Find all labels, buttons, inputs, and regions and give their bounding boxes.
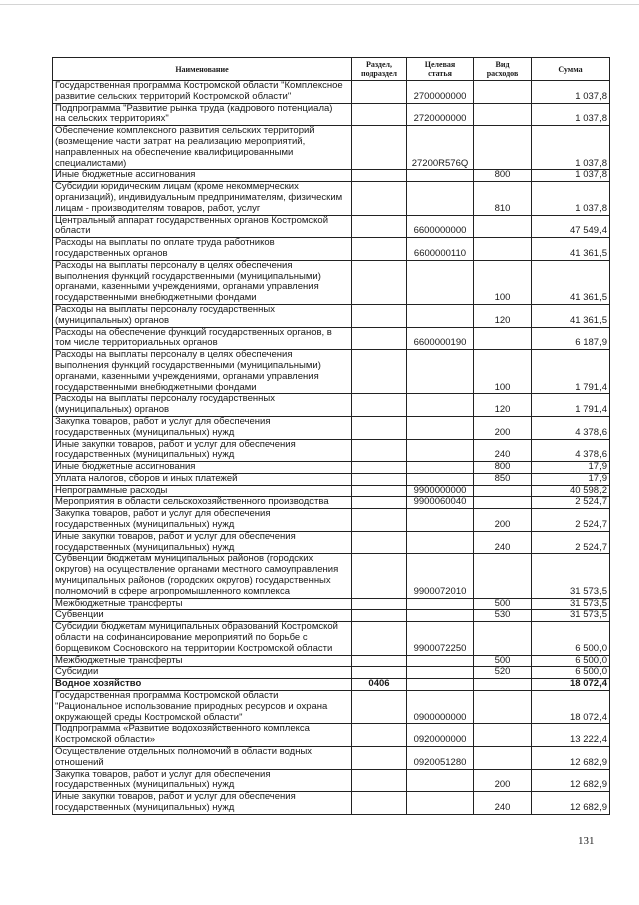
table-row — [53, 747, 610, 770]
cell-sum: 4 378,6 — [532, 416, 610, 439]
cell-name: Иные закупки товаров, работ и услуг для обеспечения государственных (муниципальных) нужд — [53, 792, 352, 815]
cell-sum: 13 222,4 — [532, 724, 610, 747]
table-row — [53, 260, 610, 304]
cell-type: 800 — [474, 462, 532, 474]
cell-sum: 6 500,0 — [532, 655, 610, 667]
cell-target: 27200R576Q — [407, 126, 474, 170]
cell-type — [474, 747, 532, 770]
table-row — [53, 327, 610, 350]
table-row — [53, 724, 610, 747]
table-row — [53, 554, 610, 598]
cell-section — [352, 416, 407, 439]
cell-target — [407, 350, 474, 394]
cell-section — [352, 598, 407, 610]
cell-section — [352, 304, 407, 327]
cell-sum: 17,9 — [532, 473, 610, 485]
cell-section — [352, 509, 407, 532]
table-row — [53, 170, 610, 182]
cell-type: 850 — [474, 473, 532, 485]
cell-type — [474, 81, 532, 104]
cell-section — [352, 531, 407, 554]
cell-target — [407, 416, 474, 439]
cell-name: Субвенции бюджетам муниципальных районов (городских округов) на осуществление органами местного самоуправления муниципальных районов (городских округов) государственных полномочий в сфере агропромышленного комплекса — [53, 554, 352, 598]
cell-sum: 6 187,9 — [532, 327, 610, 350]
cell-target: 2700000000 — [407, 81, 474, 104]
cell-name: Субсидии — [53, 667, 352, 679]
cell-sum: 47 549,4 — [532, 215, 610, 238]
table-row — [53, 655, 610, 667]
cell-type: 120 — [474, 304, 532, 327]
header-type: Вид расходов — [474, 58, 532, 81]
table-row — [53, 497, 610, 509]
cell-target — [407, 439, 474, 462]
page-number: 131 — [578, 835, 595, 847]
cell-sum: 18 072,4 — [532, 691, 610, 724]
table-row — [53, 531, 610, 554]
cell-sum: 18 072,4 — [532, 679, 610, 691]
cell-type — [474, 126, 532, 170]
cell-name: Уплата налогов, сборов и иных платежей — [53, 473, 352, 485]
cell-type: 100 — [474, 350, 532, 394]
cell-name: Субсидии бюджетам муниципальных образований Костромской области на софинансирование мероприятий по борьбе с борщевиком Сосновского на территории Костромской области — [53, 622, 352, 655]
header-row — [53, 58, 610, 81]
table-row — [53, 350, 610, 394]
table-row — [53, 679, 610, 691]
cell-sum: 41 361,5 — [532, 304, 610, 327]
cell-name: Иные бюджетные ассигнования — [53, 462, 352, 474]
cell-section — [352, 747, 407, 770]
cell-type — [474, 103, 532, 126]
cell-target — [407, 462, 474, 474]
cell-type: 810 — [474, 182, 532, 215]
cell-type — [474, 691, 532, 724]
table-row — [53, 769, 610, 792]
cell-target — [407, 792, 474, 815]
cell-name: Межбюджетные трансферты — [53, 598, 352, 610]
cell-sum: 31 573,5 — [532, 598, 610, 610]
cell-name: Расходы на выплаты персоналу в целях обеспечения выполнения функций государственными (муниципальными) органами, казенными учреждениями, органами управления государственными внебюджетными фондами — [53, 350, 352, 394]
cell-target — [407, 531, 474, 554]
table-row — [53, 691, 610, 724]
cell-section — [352, 126, 407, 170]
cell-name: Иные закупки товаров, работ и услуг для обеспечения государственных (муниципальных) нужд — [53, 531, 352, 554]
cell-target: 0920000000 — [407, 724, 474, 747]
cell-sum: 1 037,8 — [532, 81, 610, 104]
cell-type: 530 — [474, 610, 532, 622]
header-name: Наименование — [53, 58, 352, 81]
cell-sum: 41 361,5 — [532, 260, 610, 304]
cell-section — [352, 260, 407, 304]
table-row — [53, 215, 610, 238]
cell-sum: 12 682,9 — [532, 769, 610, 792]
cell-section — [352, 691, 407, 724]
cell-sum: 2 524,7 — [532, 531, 610, 554]
cell-sum: 31 573,5 — [532, 554, 610, 598]
cell-section — [352, 462, 407, 474]
cell-name: Закупка товаров, работ и услуг для обеспечения государственных (муниципальных) нужд — [53, 416, 352, 439]
cell-target — [407, 260, 474, 304]
cell-name: Подпрограмма "Развитие рынка труда (кадрового потенциала) на сельских территориях" — [53, 103, 352, 126]
cell-section — [352, 238, 407, 261]
cell-type: 240 — [474, 531, 532, 554]
table-row — [53, 667, 610, 679]
cell-type: 240 — [474, 439, 532, 462]
cell-section — [352, 170, 407, 182]
table-row — [53, 622, 610, 655]
cell-target: 6600000190 — [407, 327, 474, 350]
cell-sum: 1 037,8 — [532, 182, 610, 215]
cell-section — [352, 655, 407, 667]
cell-section — [352, 622, 407, 655]
cell-section — [352, 724, 407, 747]
cell-sum: 41 361,5 — [532, 238, 610, 261]
cell-name: Закупка товаров, работ и услуг для обеспечения государственных (муниципальных) нужд — [53, 769, 352, 792]
cell-name: Расходы на выплаты персоналу государственных (муниципальных) органов — [53, 394, 352, 417]
cell-section: 0406 — [352, 679, 407, 691]
cell-target — [407, 655, 474, 667]
cell-type: 120 — [474, 394, 532, 417]
table-row — [53, 439, 610, 462]
cell-name: Расходы на обеспечение функций государственных органов, в том числе территориальных органов — [53, 327, 352, 350]
cell-name: Закупка товаров, работ и услуг для обеспечения государственных (муниципальных) нужд — [53, 509, 352, 532]
cell-target: 0900000000 — [407, 691, 474, 724]
cell-type: 500 — [474, 598, 532, 610]
table-row — [53, 103, 610, 126]
table-row — [53, 473, 610, 485]
cell-sum: 2 524,7 — [532, 497, 610, 509]
cell-type — [474, 554, 532, 598]
table-body — [53, 81, 610, 815]
budget-table — [52, 57, 610, 815]
header-section: Раздел, подраздел — [352, 58, 407, 81]
cell-target — [407, 182, 474, 215]
cell-type: 500 — [474, 655, 532, 667]
cell-name: Государственная программа Костромской области "Комплексное развитие сельских территорий Костромской области" — [53, 81, 352, 104]
cell-type: 800 — [474, 170, 532, 182]
cell-target — [407, 394, 474, 417]
cell-section — [352, 439, 407, 462]
table-row — [53, 182, 610, 215]
cell-target — [407, 170, 474, 182]
cell-name: Центральный аппарат государственных органов Костромской области — [53, 215, 352, 238]
scan-edge-line — [0, 4, 639, 5]
table-row — [53, 416, 610, 439]
cell-type — [474, 485, 532, 497]
cell-target — [407, 610, 474, 622]
cell-sum: 2 524,7 — [532, 509, 610, 532]
cell-target: 0920051280 — [407, 747, 474, 770]
cell-section — [352, 182, 407, 215]
cell-section — [352, 792, 407, 815]
cell-type: 100 — [474, 260, 532, 304]
cell-type — [474, 622, 532, 655]
cell-section — [352, 473, 407, 485]
cell-section — [352, 350, 407, 394]
cell-type: 200 — [474, 509, 532, 532]
cell-target: 9900060040 — [407, 497, 474, 509]
cell-target — [407, 598, 474, 610]
cell-target: 9900000000 — [407, 485, 474, 497]
table-row — [53, 598, 610, 610]
cell-section — [352, 103, 407, 126]
cell-section — [352, 610, 407, 622]
cell-name: Субвенции — [53, 610, 352, 622]
cell-type — [474, 724, 532, 747]
cell-name: Межбюджетные трансферты — [53, 655, 352, 667]
cell-sum: 1 791,4 — [532, 394, 610, 417]
cell-section — [352, 667, 407, 679]
cell-name: Водное хозяйство — [53, 679, 352, 691]
table-row — [53, 462, 610, 474]
cell-name: Иные закупки товаров, работ и услуг для обеспечения государственных (муниципальных) нужд — [53, 439, 352, 462]
cell-section — [352, 327, 407, 350]
cell-type: 520 — [474, 667, 532, 679]
cell-target — [407, 679, 474, 691]
cell-target: 2720000000 — [407, 103, 474, 126]
cell-name: Расходы на выплаты по оплате труда работников государственных органов — [53, 238, 352, 261]
cell-name: Мероприятия в области сельскохозяйственного производства — [53, 497, 352, 509]
cell-name: Расходы на выплаты персоналу в целях обеспечения выполнения функций государственными (муниципальными) органами, казенными учреждениями, органами управления государственными внебюджетными фондами — [53, 260, 352, 304]
cell-target: 6600000000 — [407, 215, 474, 238]
cell-section — [352, 485, 407, 497]
table-row — [53, 304, 610, 327]
cell-type — [474, 327, 532, 350]
cell-name: Обеспечение комплексного развития сельских территорий (возмещение части затрат на реализацию мероприятий, направленных на обеспечение квалифицированными специалистами) — [53, 126, 352, 170]
header-sum: Сумма — [532, 58, 610, 81]
cell-target: 9900072010 — [407, 554, 474, 598]
cell-section — [352, 394, 407, 417]
cell-section — [352, 554, 407, 598]
cell-sum: 1 037,8 — [532, 170, 610, 182]
cell-target: 9900072250 — [407, 622, 474, 655]
cell-type: 200 — [474, 416, 532, 439]
cell-target: 6600000110 — [407, 238, 474, 261]
table-row — [53, 485, 610, 497]
cell-sum: 12 682,9 — [532, 792, 610, 815]
table-header — [53, 58, 610, 81]
table-row — [53, 126, 610, 170]
cell-name: Государственная программа Костромской области "Рациональное использование природных ресурсов и охрана окружающей среды Костромской области" — [53, 691, 352, 724]
table-row — [53, 238, 610, 261]
cell-section — [352, 81, 407, 104]
cell-type — [474, 215, 532, 238]
cell-sum: 31 573,5 — [532, 610, 610, 622]
cell-sum: 6 500,0 — [532, 667, 610, 679]
cell-name: Непрограммные расходы — [53, 485, 352, 497]
table-row — [53, 792, 610, 815]
cell-sum: 1 037,8 — [532, 103, 610, 126]
table-row — [53, 394, 610, 417]
cell-type: 200 — [474, 769, 532, 792]
cell-section — [352, 215, 407, 238]
cell-name: Подпрограмма «Развитие водохозяйственного комплекса Костромской области» — [53, 724, 352, 747]
cell-sum: 6 500,0 — [532, 622, 610, 655]
cell-type — [474, 679, 532, 691]
cell-target — [407, 473, 474, 485]
cell-target — [407, 769, 474, 792]
cell-type — [474, 497, 532, 509]
cell-sum: 1 037,8 — [532, 126, 610, 170]
header-target: Целевая статья — [407, 58, 474, 81]
cell-name: Осуществление отдельных полномочий в области водных отношений — [53, 747, 352, 770]
cell-section — [352, 769, 407, 792]
table-row — [53, 610, 610, 622]
cell-sum: 40 598,2 — [532, 485, 610, 497]
cell-name: Иные бюджетные ассигнования — [53, 170, 352, 182]
cell-type: 240 — [474, 792, 532, 815]
cell-sum: 4 378,6 — [532, 439, 610, 462]
cell-name: Расходы на выплаты персоналу государственных (муниципальных) органов — [53, 304, 352, 327]
cell-target — [407, 304, 474, 327]
cell-target — [407, 509, 474, 532]
cell-sum: 17,9 — [532, 462, 610, 474]
table-row — [53, 81, 610, 104]
cell-name: Субсидии юридическим лицам (кроме некоммерческих организаций), индивидуальным предпринимателям, физическим лицам - производителям товаров, работ, услуг — [53, 182, 352, 215]
cell-sum: 1 791,4 — [532, 350, 610, 394]
cell-type — [474, 238, 532, 261]
cell-target — [407, 667, 474, 679]
cell-section — [352, 497, 407, 509]
table-row — [53, 509, 610, 532]
cell-sum: 12 682,9 — [532, 747, 610, 770]
